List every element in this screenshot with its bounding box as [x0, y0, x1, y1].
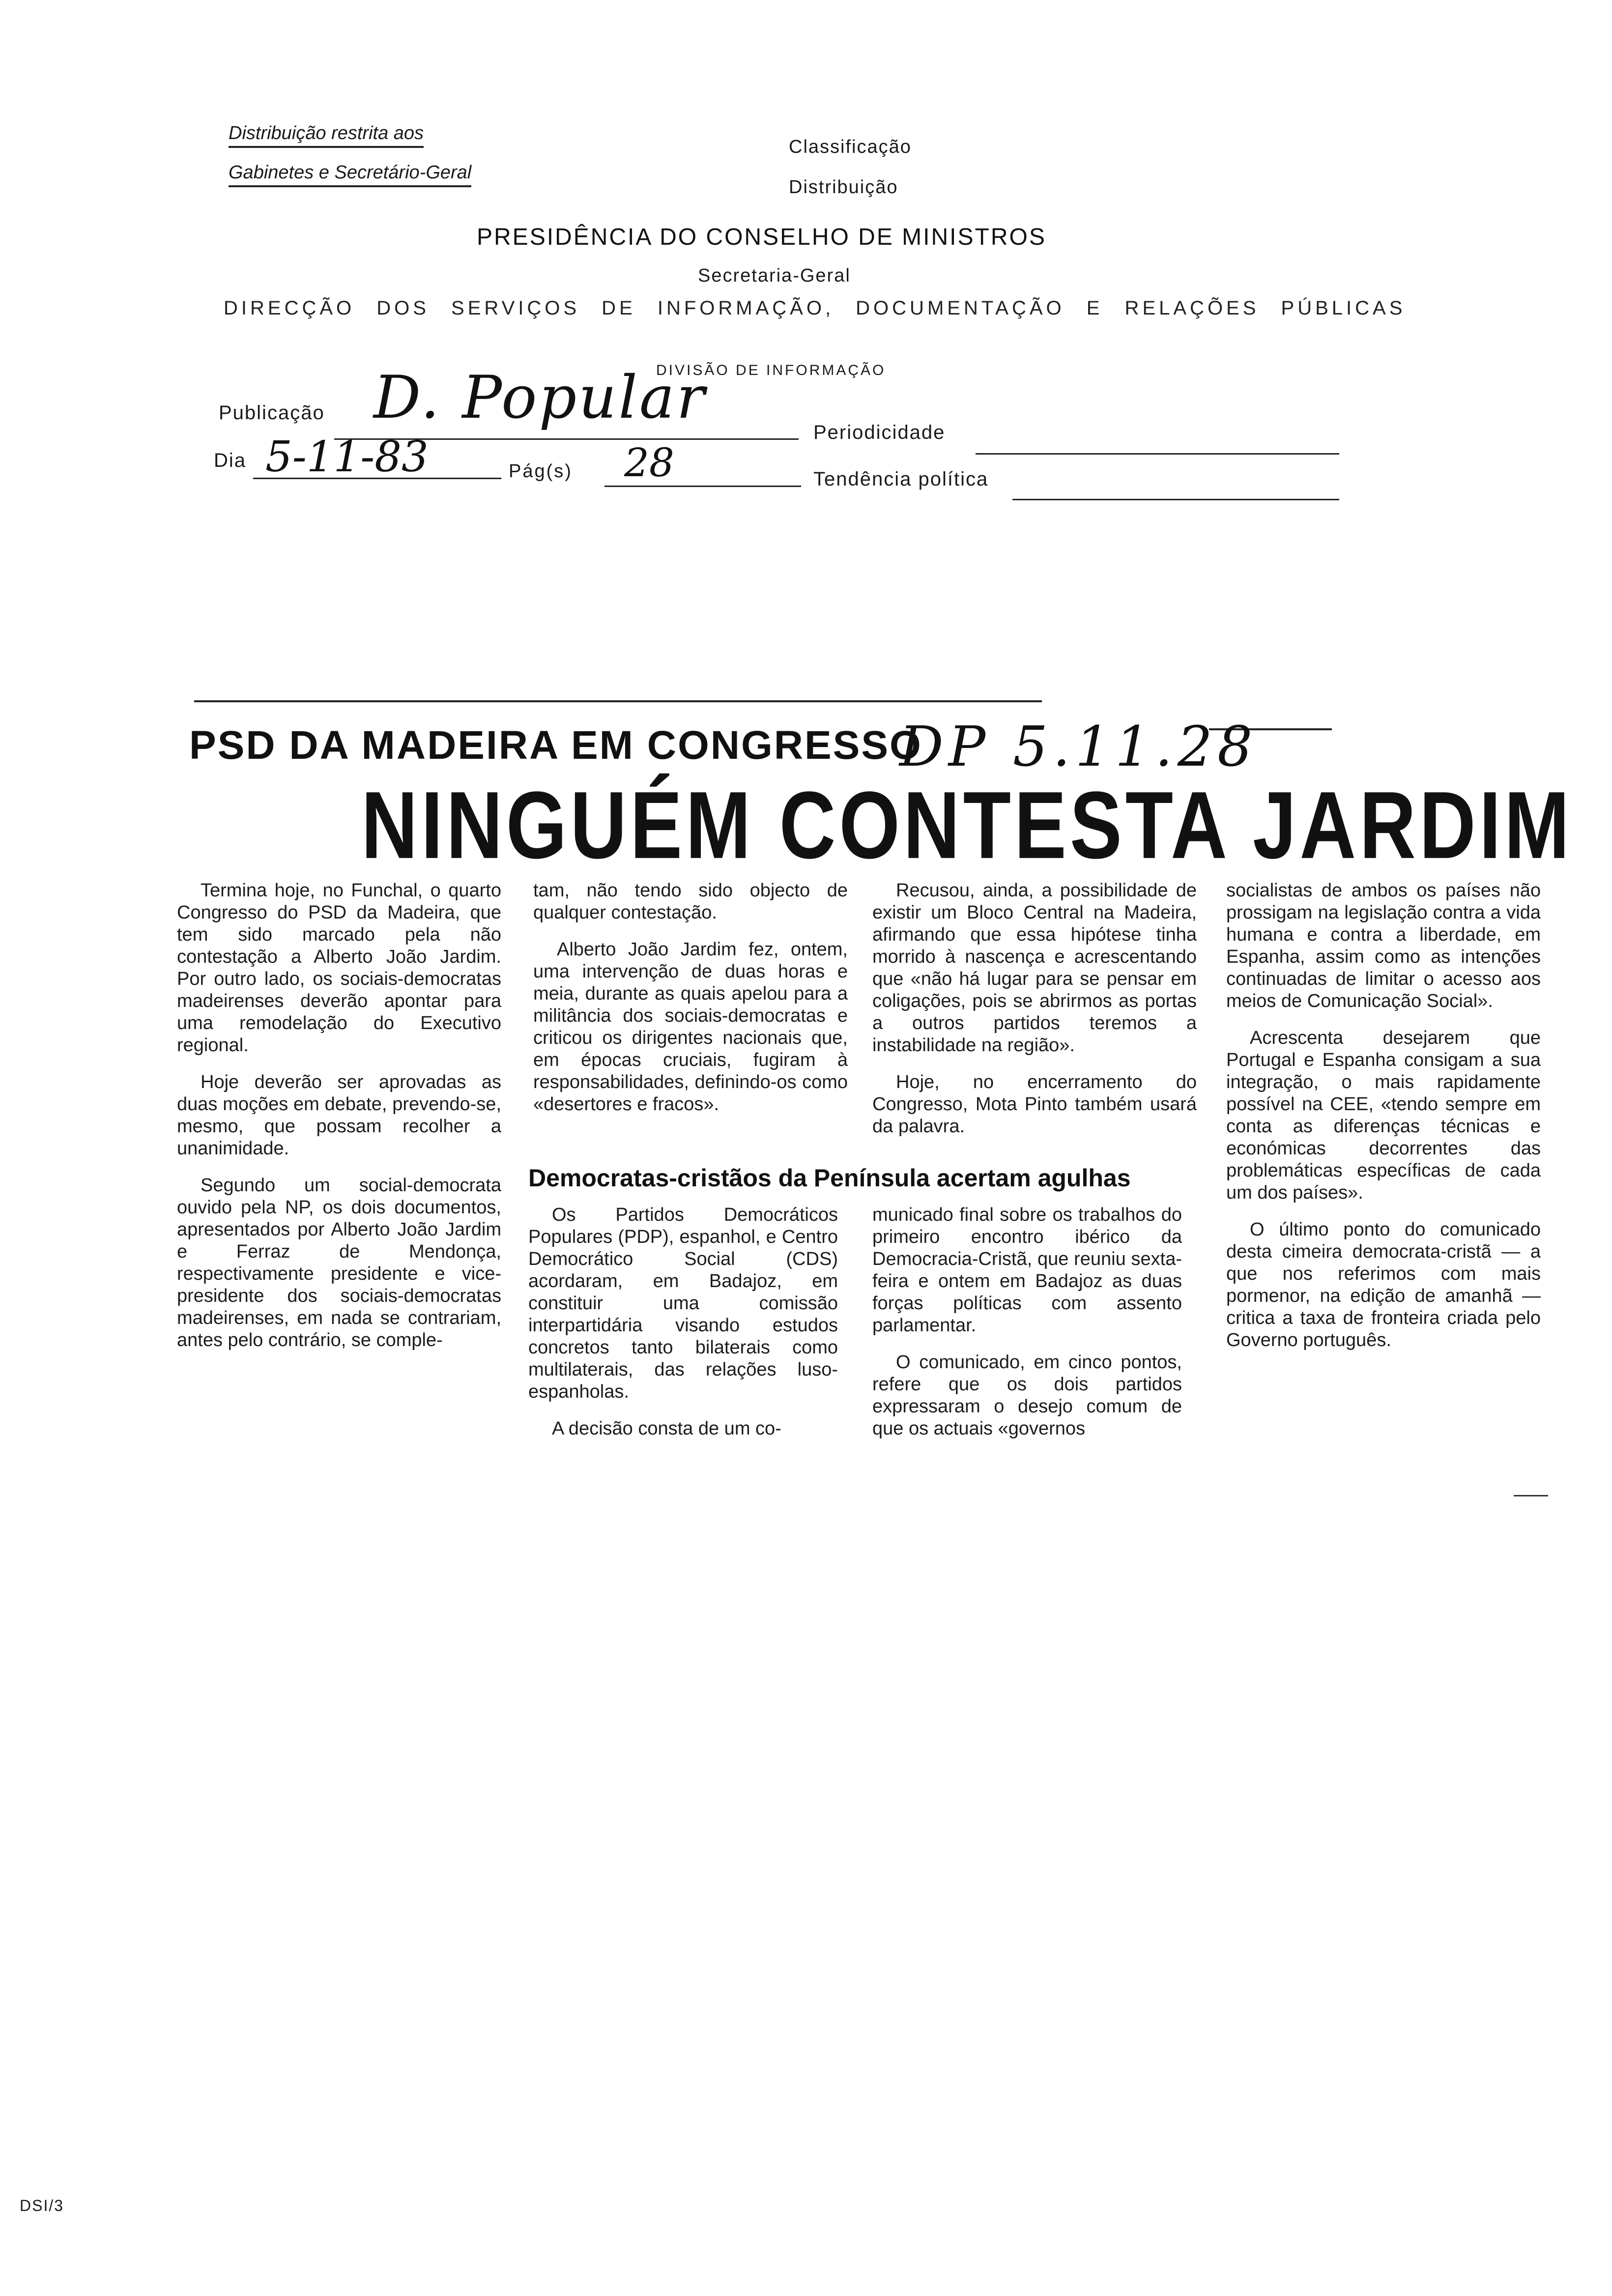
paragraph: Alberto João Jardim fez, ontem, uma intervenção de duas horas e meia, durante as quais apelou para a militância dos sociais-democratas e criticou os dirigentes nacionais que, em épocas cruciais, fugiram à responsabilidades, definindo-os como «desertores e fracos». — [533, 939, 848, 1115]
restricted-line-2: Gabinetes e Secretário-Geral — [229, 162, 471, 187]
paragraph: Recusou, ainda, a possibilidade de existir um Bloco Central na Madeira, afirmando que essa hipótese tinha morrido à nascença e acrescentando que «não há lugar para se pensar em coligações, pois se abrirmos as portas a outros partidos teremos a instabilidade na região». — [872, 880, 1197, 1056]
paragraph: Termina hoje, no Funchal, o quarto Congresso do PSD da Madeira, que tem sido marcado pela não contestação a Alberto João Jardim. Por outro lado, os sociais-democratas madeirenses deverão apontar para uma remodelação do Executivo regional. — [177, 880, 501, 1056]
end-dash — [1514, 1495, 1548, 1496]
paragraph: municado final sobre os trabalhos do primeiro encontro ibérico da Democracia-Cristã, que reuniu sexta-feira e ontem em Badajoz as duas forças políticas com assento parlamentar. — [872, 1205, 1182, 1336]
article-top-rule — [194, 700, 1042, 702]
publication-handwritten: D. Popular — [374, 364, 707, 432]
publication-label: Publicação — [219, 402, 325, 424]
division: DIVISÃO DE INFORMAÇÃO — [656, 362, 886, 378]
classification-label: Classificação — [789, 137, 912, 157]
directorate: DIRECÇÃO DOS SERVIÇOS DE INFORMAÇÃO, DOCUMENTAÇÃO E RELAÇÕES PÚBLICAS — [224, 297, 1406, 319]
article-subhead: Democratas-cristãos da Península acertam agulhas — [528, 1164, 1131, 1192]
article-kicker: PSD DA MADEIRA EM CONGRESSO — [189, 723, 922, 768]
paragraph: Segundo um social-democrata ouvido pela NP, os dois documentos, apresentados por Alberto João Jardim e Ferraz de Mendonça, respectivamente presidente e vice-presidente dos sociais-democratas madeirenses, em nada se contrariam, antes pelo contrário, se comple- — [177, 1175, 501, 1350]
day-label: Dia — [214, 450, 247, 471]
restricted-line-1: Distribuição restrita aos — [229, 123, 424, 148]
page-line — [604, 486, 801, 487]
secretariat: Secretaria-Geral — [698, 265, 851, 286]
article-column-4 — [1226, 880, 1541, 1366]
form-code: DSI/3 — [20, 2197, 64, 2214]
headline-text: NINGUÉM CONTESTA JARDIM — [361, 772, 1573, 879]
paragraph: Hoje, no encerramento do Congresso, Mota Pinto também usará da palavra. — [872, 1072, 1197, 1137]
paragraph: tam, não tendo sido objecto de qualquer contestação. — [533, 880, 848, 923]
article-column-3b — [872, 1204, 1182, 1455]
paragraph: O comunicado, em cinco pontos, refere que os dois partidos expressaram o desejo comum de que os actuais «governos — [872, 1352, 1182, 1439]
paragraph: O último ponto do comunicado desta cimeira democrata-cristã — a que nos referimos com mais pormenor, na edição de amanhã — critica a taxa de fronteira criada pelo Governo português. — [1226, 1219, 1541, 1350]
day-handwritten: 5-11-83 — [265, 432, 429, 482]
periodicity-line — [976, 453, 1339, 455]
periodicity-label: Periodicidade — [813, 422, 946, 443]
page-handwritten: 28 — [624, 440, 674, 486]
ministry-title: PRESIDÊNCIA DO CONSELHO DE MINISTROS — [477, 224, 1046, 250]
article-headline — [361, 772, 1573, 879]
article-column-2b — [528, 1204, 838, 1455]
tendency-line — [1012, 499, 1339, 500]
page-label: Pág(s) — [509, 461, 573, 482]
paragraph: socialistas de ambos os países não prossigam na legislação contra a vida humana e contra a liberdade, em Espanha, assim como as intenções continuadas de limitar o acesso aos meios de Comunicação Social». — [1226, 880, 1541, 1011]
paragraph: A decisão consta de um co- — [552, 1418, 781, 1439]
handwritten-reference: DP 5.11.28 — [899, 715, 1258, 779]
paragraph: Acrescenta desejarem que Portugal e Espanha consigam a sua integração, o mais rapidamente possível na CEE, «tendo sempre em conta as diferenças técnicas e económicas decorrentes das problemáticas específicas de cada um dos países». — [1226, 1028, 1541, 1203]
paragraph: Os Partidos Democráticos Populares (PDP), espanhol, e Centro Democrático Social (CDS) acordaram, em Badajoz, em constituir uma comissão interpartidária visando estudos concretos tanto bilaterais como multilaterais, das relações luso-espanholas. — [528, 1205, 838, 1402]
paragraph: Hoje deverão ser aprovadas as duas moções em debate, prevendo-se, mesmo, que possam recolher a unanimidade. — [177, 1072, 501, 1159]
article-column-3 — [872, 880, 1197, 1152]
distribution-label: Distribuição — [789, 177, 898, 198]
article-column-2 — [533, 880, 848, 1130]
tendency-label: Tendência política — [813, 468, 989, 490]
article-column-1 — [177, 880, 501, 1366]
